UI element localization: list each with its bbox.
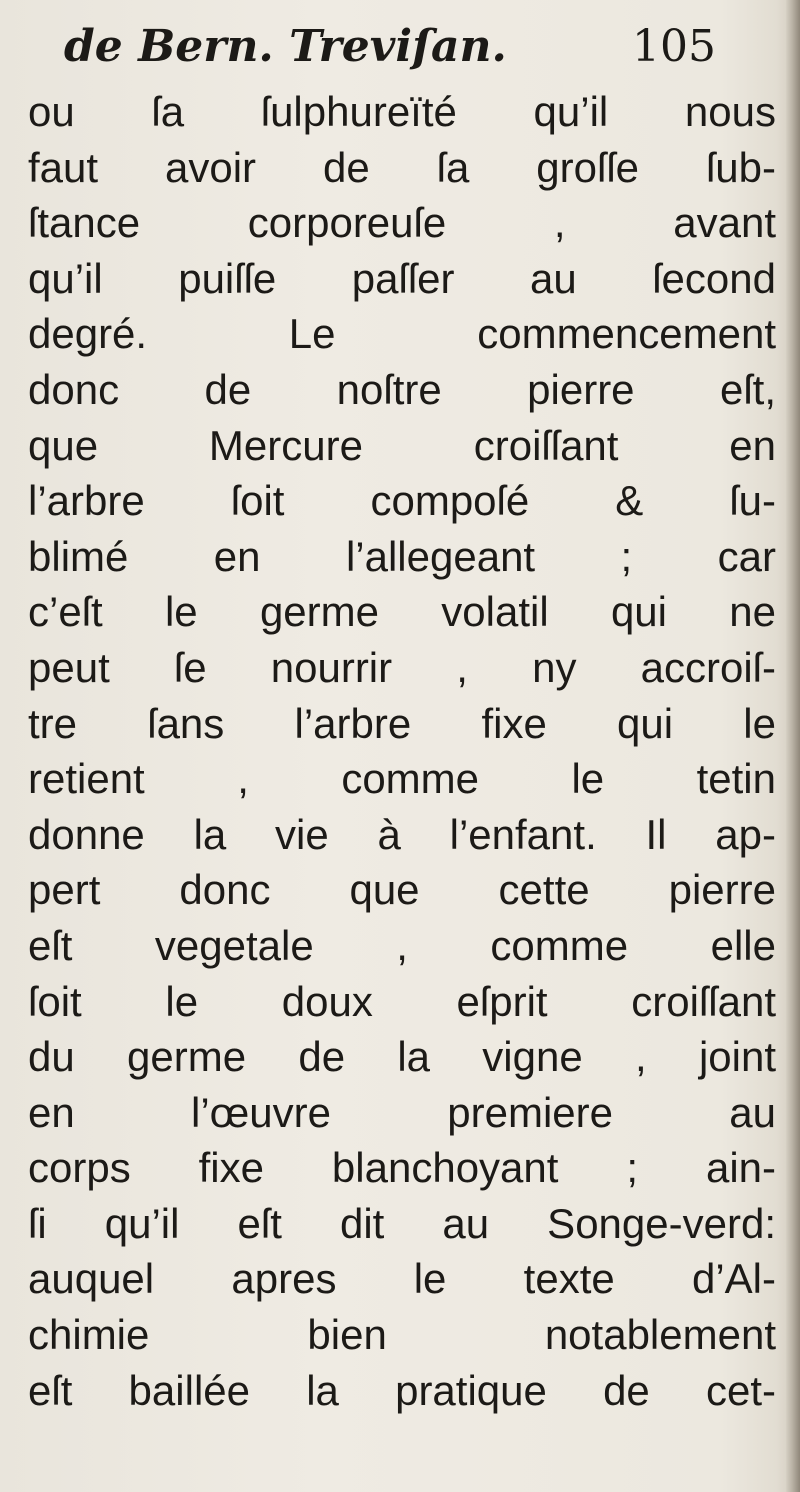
- text-line: tre ſans l’arbre fixe qui le: [28, 699, 776, 747]
- text-line: peut ſe nourrir , ny accroiſ-: [28, 643, 776, 691]
- text-line: donc de noſtre pierre eſt,: [28, 365, 776, 413]
- running-head-title: de Bern. Treviſan.: [64, 21, 507, 72]
- text-line: ſoit le doux eſprit croiſſant: [28, 977, 776, 1025]
- text-line: auquel apres le texte d’Al-: [28, 1255, 776, 1303]
- text-line: eſt baillée la pratique de cet-: [28, 1366, 776, 1414]
- text-line: degré. Le commencement: [28, 310, 776, 358]
- text-line: ou ſa ſulphureïté qu’il nous: [28, 88, 776, 135]
- text-line: l’arbre ſoit compoſé & ſu-: [28, 477, 776, 525]
- running-head: [0, 14, 800, 80]
- text-line: que Mercure croiſſant en: [28, 421, 776, 469]
- text-line: faut avoir de ſa groſſe ſub-: [28, 143, 776, 191]
- text-line: en l’œuvre premiere au: [28, 1088, 776, 1136]
- text-line: du germe de la vigne , joint: [28, 1033, 776, 1081]
- text-line: ſtance corporeuſe , avant: [28, 199, 776, 247]
- text-line: pert donc que cette pierre: [28, 866, 776, 914]
- text-line: qu’il puiſſe paſſer au ſecond: [28, 254, 776, 302]
- page-edge: [786, 0, 800, 1492]
- text-line: ſi qu’il eſt dit au Songe-verd:: [28, 1199, 776, 1247]
- page-number: 105: [632, 21, 716, 72]
- text-line: eſt vegetale , comme elle: [28, 921, 776, 969]
- text-line: retient , comme le tetin: [28, 755, 776, 803]
- text-line: c’eſt le germe volatil qui ne: [28, 588, 776, 636]
- text-line: donne la vie à l’enfant. Il ap-: [28, 810, 776, 858]
- body-text: [28, 84, 776, 1418]
- text-line: chimie bien notablement: [28, 1311, 776, 1359]
- text-line: corps fixe blanchoyant ; ain-: [28, 1144, 776, 1192]
- text-line: blimé en l’allegeant ; car: [28, 532, 776, 580]
